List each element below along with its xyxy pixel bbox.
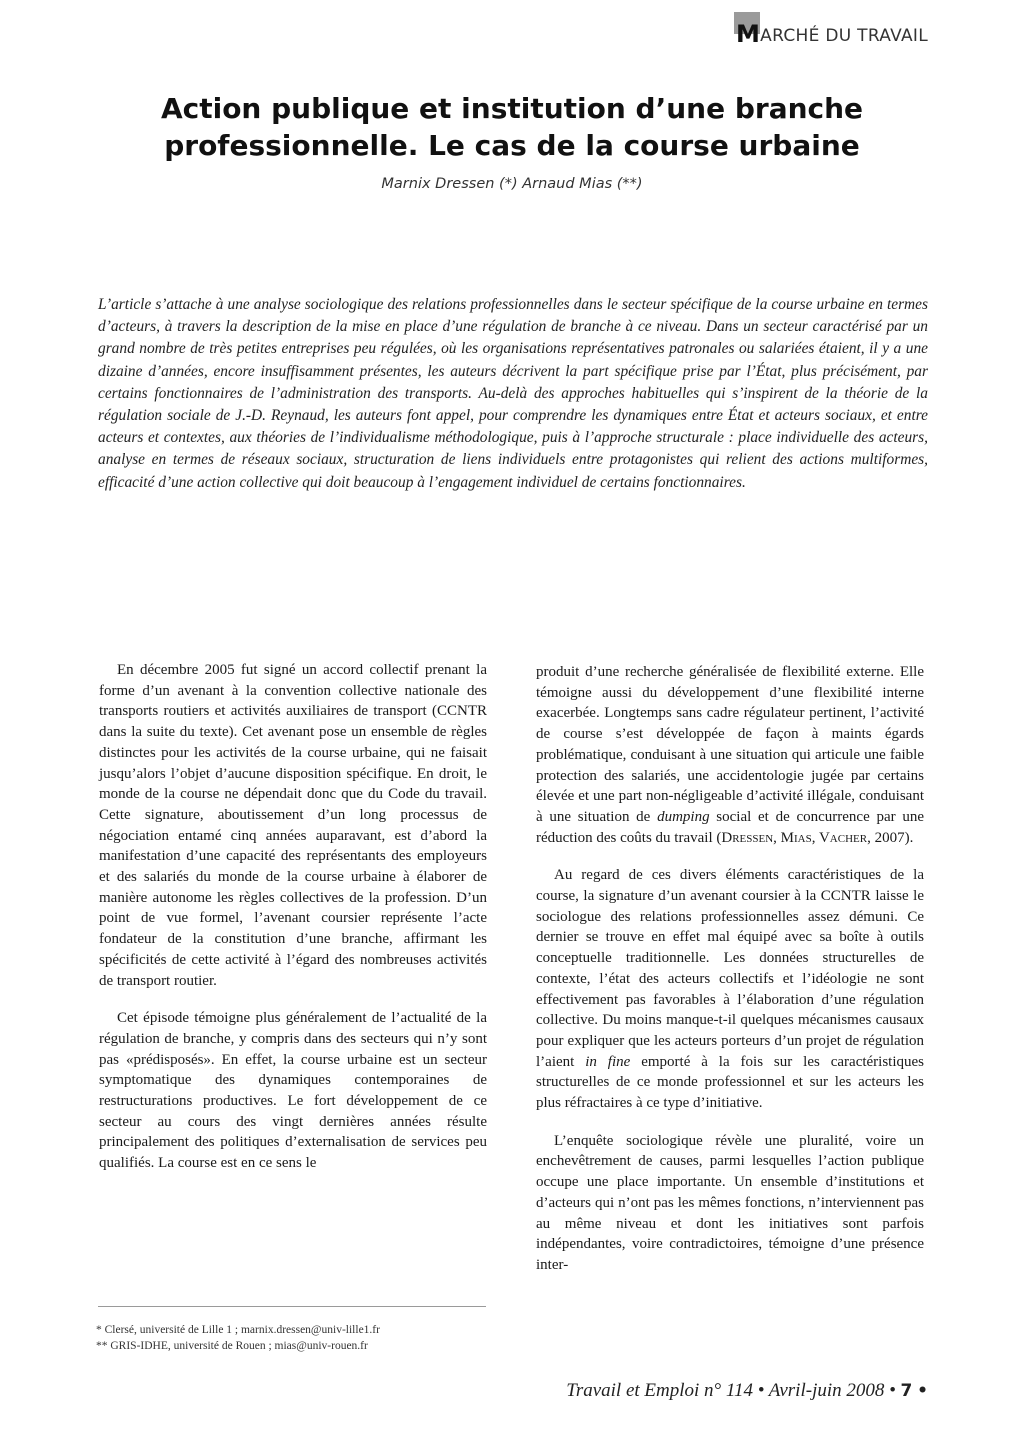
article-authors: Marnix Dressen (*) Arnaud Mias (**) bbox=[381, 176, 643, 192]
body-column-right bbox=[536, 662, 924, 1293]
article-abstract: L’article s’attache à une analyse sociologique des relations professionnelles dans le secteur spécifique de la course urbaine en termes d’acteurs, à travers la description de la mise en place d’une régulation de branche à ce niveau. Dans un secteur caractérisé par un grand nombre de très petites entreprises peu régulées, où les organisations représentatives patronales ou salariées étaient, il y a une dizaine d’années, encore insuffisamment présentes, les auteurs décrivent la part spécifique prise par l’État, plus précisément, par certains fonctionnaires de l’administration des transports. Au-delà des approches habituelles qui s’inspirent de la théorie de la régulation sociale de J.-D. Reynaud, les auteurs font appel, pour comprendre les dynamiques entre État et acteurs sociaux, et entre acteurs et contextes, aux théories de l’individualisme méthodologique, puis à l’approche structurale : place individuelle des acteurs, analyse en termes de réseaux sociaux, structuration de liens individuels entre protagonistes qui relient des actions multiformes, efficacité d’une action collective qui doit beaucoup à l’engagement individuel de certains fonctionnaires. bbox=[98, 296, 928, 491]
footer-bullet: • bbox=[917, 1381, 928, 1401]
rubric-initial: M bbox=[735, 20, 761, 48]
paragraph: En décembre 2005 fut signé un accord collectif prenant la forme d’un avenant à la convention collective nationale des transports routiers et activités auxiliaires de transport (CCNTR dans la suite du texte). Cet avenant pose un ensemble de règles distinctes pour les activités de la course urbaine, qui ne faisait jusqu’alors l’objet d’aucune disposition spécifique. En droit, le monde de la course ne dépendait donc que du Code du travail. Cette signature, aboutissement d’un long processus de négociation entamé cinq années auparavant, est d’abord la manifestation d’une capacité des représentants des employeurs et des salariés du monde de la course urbaine à élaborer de manière autonome les règles collectives de la profession. D’un point de vue formel, l’avenant coursier représente l’acte fondateur de la constitution d’une branche, affirmant les spécificités de cette activité à l’égard des nombreuses activités de transport routier. bbox=[99, 662, 487, 989]
body-column-left bbox=[99, 660, 487, 1191]
journal-reference: Travail et Emploi n° 114 • Avril-juin 2008 • bbox=[566, 1380, 896, 1401]
text-run: , 2007). bbox=[867, 829, 914, 846]
citation-authors: Dressen, Mias, Vacher bbox=[721, 829, 868, 846]
text-run: social et de concurrence par une réduction des coûts du travail ( bbox=[536, 808, 925, 846]
footnotes bbox=[96, 1322, 496, 1354]
page-number: 7 bbox=[900, 1381, 913, 1401]
text-run: Au regard de ces divers éléments caractéristiques de la course, la signature d’un avenant coursier à la CCNTR laisse le sociologue des relations professionnelles assez démuni. Ce dernier se trouve en effet mal équipé avec sa boîte à outils conceptuelle traditionnelle. Les données structurelles de contexte, l’état des acteurs collectifs et l’idéologie ne sont effectivement pas favorables à l’élaboration d’une régulation collective. Du moins manque-t-il quelques mécanismes causaux pour expliquer que les acteurs porteurs d’un projet de régulation l’aient bbox=[536, 867, 924, 1070]
footnote: * Clersé, université de Lille 1 ; marnix.dressen@univ-lille1.fr bbox=[96, 1324, 380, 1336]
rubric-label: ARCHÉ DU TRAVAIL bbox=[760, 26, 928, 46]
article-title: Action publique et institution d’une branche professionnelle. Le cas de la course urbaine bbox=[160, 92, 864, 162]
paragraph: Cet épisode témoigne plus généralement de l’actualité de la régulation de branche, y compris dans des secteurs qui n’y sont pas «prédisposés». En effet, la course urbaine est un secteur symptomatique des dynamiques contemporaines de restructurations productives. Le fort développement de ce secteur au cours des vingt dernières années résulte principalement des politiques d’externalisation de services peu qualifiés. La course est en ce sens le bbox=[99, 1010, 487, 1172]
footnote-divider bbox=[98, 1306, 486, 1307]
text-run: emporté à la fois sur les caractéristiques structurelles de ce monde professionnel et sur les acteurs les plus réfractaires à ce type d’initiative. bbox=[536, 1053, 925, 1112]
footnote: ** GRIS-IDHE, université de Rouen ; mias@univ-rouen.fr bbox=[96, 1340, 368, 1352]
italic-term: in fine bbox=[585, 1053, 631, 1070]
text-run: produit d’une recherche généralisée de flexibilité externe. Elle témoigne aussi du développement d’une flexibilité interne exacerbée. Longtemps sans cadre régulateur pertinent, l’activité de course s’est développée de façon à maints égards problématique, conduisant à une situation qui articule une faible protection des salariés, une accidentologie jugée par certains élevée et une part non-négligeable d’activité illégale, conduisant à une situation de bbox=[536, 664, 924, 825]
section-rubric bbox=[736, 12, 928, 46]
page-footer bbox=[566, 1380, 928, 1402]
paragraph bbox=[536, 662, 924, 848]
paragraph: L’enquête sociologique révèle une pluralité, voire un enchevêtrement de causes, parmi lesquelles l’action publique occupe une place importante. Un ensemble d’institutions et d’acteurs qui n’ont pas les mêmes fonctions, n’interviennent pas au même niveau et dont les initiatives sont parfois indépendantes, voire contradictoires, témoigne d’une présence inter- bbox=[536, 1132, 924, 1273]
paragraph bbox=[536, 865, 924, 1113]
italic-term: dumping bbox=[657, 808, 710, 825]
